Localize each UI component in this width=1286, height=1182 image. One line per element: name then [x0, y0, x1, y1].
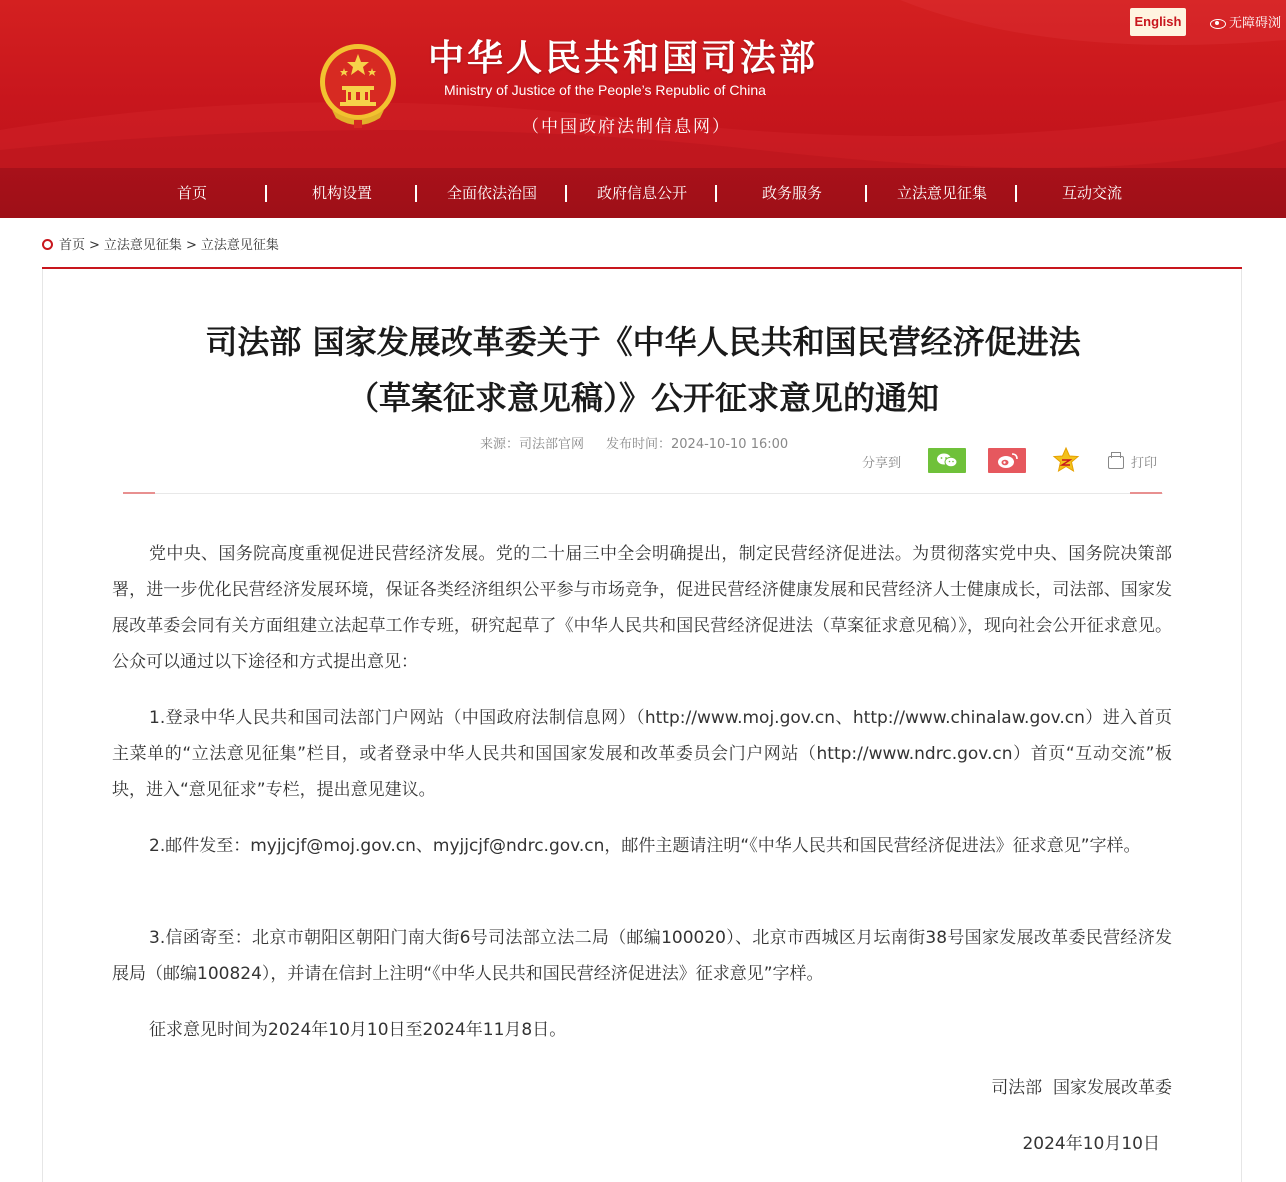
printer-icon: [1108, 456, 1124, 469]
site-subtitle: （中国政府法制信息网）: [522, 117, 731, 137]
nav-item-rule-of-law[interactable]: 全面依法治国: [446, 184, 537, 202]
breadcrumb-legislation[interactable]: 立法意见征集: [103, 238, 182, 253]
site-header: [0, 0, 1286, 168]
article-paragraph: 3.信函寄至：北京市朝阳区朝阳门南大街6号司法部立法二局（邮编100020）、北京市西城区月坛南街38号国家发展改革委民营经济发展局（邮编100824），并请在信封上注明“《中华人民共和国民营经济促进法》征求意见”字样。: [112, 928, 1172, 984]
article-title: [110, 314, 1176, 426]
share-label: 分享到: [862, 456, 902, 471]
weibo-share-button[interactable]: [988, 448, 1026, 473]
article-meta: [480, 433, 788, 452]
wechat-icon: [928, 448, 966, 473]
nav-separator: [865, 185, 867, 202]
nav-separator: [565, 185, 567, 202]
article-sign-date: 2024年10月10日: [1022, 1134, 1160, 1154]
weibo-icon: [988, 448, 1026, 473]
article-paragraph: 2.邮件发至：myjjcjf@moj.gov.cn、myjjcjf@ndrc.gov.cn，邮件主题请注明“《中华人民共和国民营经济促进法》征求意见”字样。: [149, 836, 1141, 856]
breadcrumb-separator: >: [89, 238, 100, 253]
site-title: 中华人民共和国司法部: [428, 37, 819, 79]
nav-separator: [265, 185, 267, 202]
article-date: 发布时间：2024-10-10 16:00: [606, 437, 789, 452]
article-title-line2: （草案征求意见稿）》公开征求意见的通知: [346, 379, 939, 417]
breadcrumb-separator: >: [185, 238, 197, 253]
site-title-english: Ministry of Justice of the People’s Republic of China: [444, 82, 766, 98]
national-emblem-icon: [318, 40, 398, 130]
breadcrumb-home[interactable]: 首页: [59, 238, 86, 253]
nav-item-organization[interactable]: 机构设置: [311, 184, 372, 202]
nav-separator: [715, 185, 717, 202]
article-divider: [123, 493, 1163, 494]
divider-accent-right: [1130, 492, 1162, 494]
nav-separator: [415, 185, 417, 202]
wechat-share-button[interactable]: [928, 448, 966, 473]
divider-accent-left: [123, 492, 155, 494]
nav-item-home[interactable]: 首页: [176, 184, 207, 202]
article-paragraph: 1.登录中华人民共和国司法部门户网站（中国政府法制信息网）（http://www.moj.gov.cn、http://www.chinalaw.gov.cn）进入首页主菜单的“立法意见征集”栏目，或者登录中华人民共和国国家发展和改革委员会门户网站（http://www.ndrc.gov.cn）首页“互动交流”板块，进入“意见征求”专栏，提出意见建议。: [112, 708, 1172, 800]
breadcrumb-current[interactable]: 立法意见征集: [200, 238, 279, 253]
nav-item-gov-info[interactable]: 政府信息公开: [596, 184, 687, 202]
location-icon: [42, 239, 53, 250]
nav-separator: [1015, 185, 1017, 202]
article-signer: 司法部 国家发展改革委: [991, 1078, 1172, 1098]
eye-icon: [1210, 19, 1226, 29]
print-button[interactable]: [1108, 452, 1157, 471]
main-nav: [0, 168, 1286, 218]
nav-item-legislation[interactable]: 立法意见征集: [896, 184, 987, 202]
nav-item-services[interactable]: 政务服务: [761, 184, 822, 202]
breadcrumb: [42, 234, 279, 253]
favorite-icon[interactable]: [1052, 446, 1080, 474]
english-button[interactable]: English: [1130, 8, 1186, 36]
article-source: 来源：司法部官网: [480, 437, 585, 452]
article-paragraph: 党中央、国务院高度重视促进民营经济发展。党的二十届三中全会明确提出，制定民营经济促进法。为贯彻落实党中央、国务院决策部署，进一步优化民营经济发展环境，保证各类经济组织公平参与市场竞争，促进民营经济健康发展和民营经济人士健康成长，司法部、国家发展改革委会同有关方面组建立法起草工作专班，研究起草了《中华人民共和国民营经济促进法（草案征求意见稿）》，现向社会公开征求意见。公众可以通过以下途径和方式提出意见：: [112, 544, 1172, 672]
accessibility-label: 无障碍浏: [1229, 16, 1282, 31]
print-label: 打印: [1131, 456, 1158, 471]
accessibility-link[interactable]: [1210, 12, 1281, 31]
article-title-line1: 司法部 国家发展改革委关于《中华人民共和国民营经济促进法: [205, 323, 1081, 361]
nav-item-interaction[interactable]: 互动交流: [1061, 184, 1122, 202]
article-paragraph: 征求意见时间为2024年10月10日至2024年11月8日。: [149, 1020, 567, 1040]
